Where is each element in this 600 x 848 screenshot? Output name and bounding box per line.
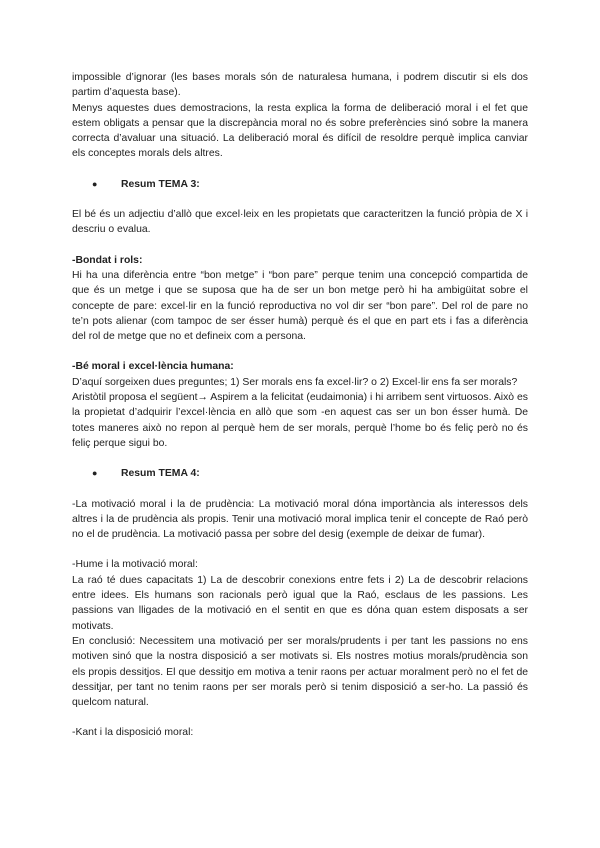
heading-tema-4: Resum TEMA 4: [121, 468, 200, 480]
subheading-be-moral: -Bé moral i excel·lència humana: [72, 361, 234, 373]
bullet-heading-tema-4 [72, 466, 528, 481]
document-body [72, 70, 528, 741]
paragraph: El bé és un adjectiu d’allò que excel·leix en les propietats que caracteritzen la funció pròpia de X i descriu o evalua. [72, 209, 528, 236]
heading-tema-3: Resum TEMA 3: [121, 178, 200, 190]
subheading-kant: -Kant i la disposició moral: [72, 727, 194, 739]
paragraph: En conclusió: Necessitem una motivació per ser morals/prudents i per tant les passions no ens motiven sinó que la nostra disposició a ser motivats si. Els nostres motius morals/prudència son els propis dessitjos. El que dessitjo em motiva a tenir raons per actuar moralment però no el fet de dessitjar, per tant no tenim raons per ser morals però si tenim disposició a ser-ho. La passió és quelcom natural. [72, 635, 528, 709]
paragraph: Hi ha una diferència entre “bon metge” i “bon pare” perque tenim una concepció compartida de que és un metge i que se suposa que ha de ser un bon metge però hi ha ambigüitat sobre el concepte de pare: excel·lir en la funció reproductiva no vol dir ser “bon pare”. Del rol de pare no te’n pots alienar (com tampoc de ser ésser humà) perquè és el que en part ets i fas a diferència del rol de metge que no et defineix com a persona. [72, 269, 528, 343]
paragraph: D’aquí sorgeixen dues preguntes; 1) Ser morals ens fa excel·lir? o 2) Excel·lir ens fa ser morals? [72, 376, 518, 388]
subheading-bondat: -Bondat i rols: [72, 254, 143, 266]
subheading-hume: -Hume i la motivació moral: [72, 559, 198, 571]
paragraph: Aristòtil proposa el següent→ Aspirem a la felicitat (eudaimonia) i hi arribem sent virtuosos. Això es la propietat d’adquirir l’excel·lència en allò que som -en aquest cas ser un bon ésser humà. De totes maneres això no repon al perquè hem de ser morals, perquè l’home bo és feliç però no és feliç perque sigui bo. [72, 392, 528, 449]
paragraph: -La motivació moral i la de prudència: La motivació moral dóna importància als interessos dels altres i la de prudència als propis. Tenir una motivació moral implica tenir el concepte de Raó però no el de prudència. La motivació passa per sobre del desig (exemple de deixar de fumar). [72, 498, 528, 541]
bullet-heading-tema-3 [72, 177, 528, 192]
paragraph: La raó té dues capacitats 1) La de descobrir conexions entre fets i 2) La de descobrir relacions entre idees. Els humans son racionals però igual que la Raó, esclaus de les passions. Les passions van lligades de la motivació en el sentit en que es dóna quan estem disposats a ser motivats. [72, 574, 528, 632]
bullet-icon: ● [92, 178, 98, 189]
bullet-icon: ● [92, 468, 98, 479]
paragraph: impossible d’ignorar (les bases morals són de naturalesa humana, i podrem discutir si els dos partim d’aquesta base). [72, 72, 528, 99]
paragraph: Menys aquestes dues demostracions, la resta explica la forma de deliberació moral i el fet que estem obligats a pensar que la discrepància moral no és sobre preferències sinó sobre la manera correcta d’avaluar una situació. La deliberació moral és difícil de resoldre perquè implica canviar els conceptes morals dels altres. [72, 102, 528, 160]
